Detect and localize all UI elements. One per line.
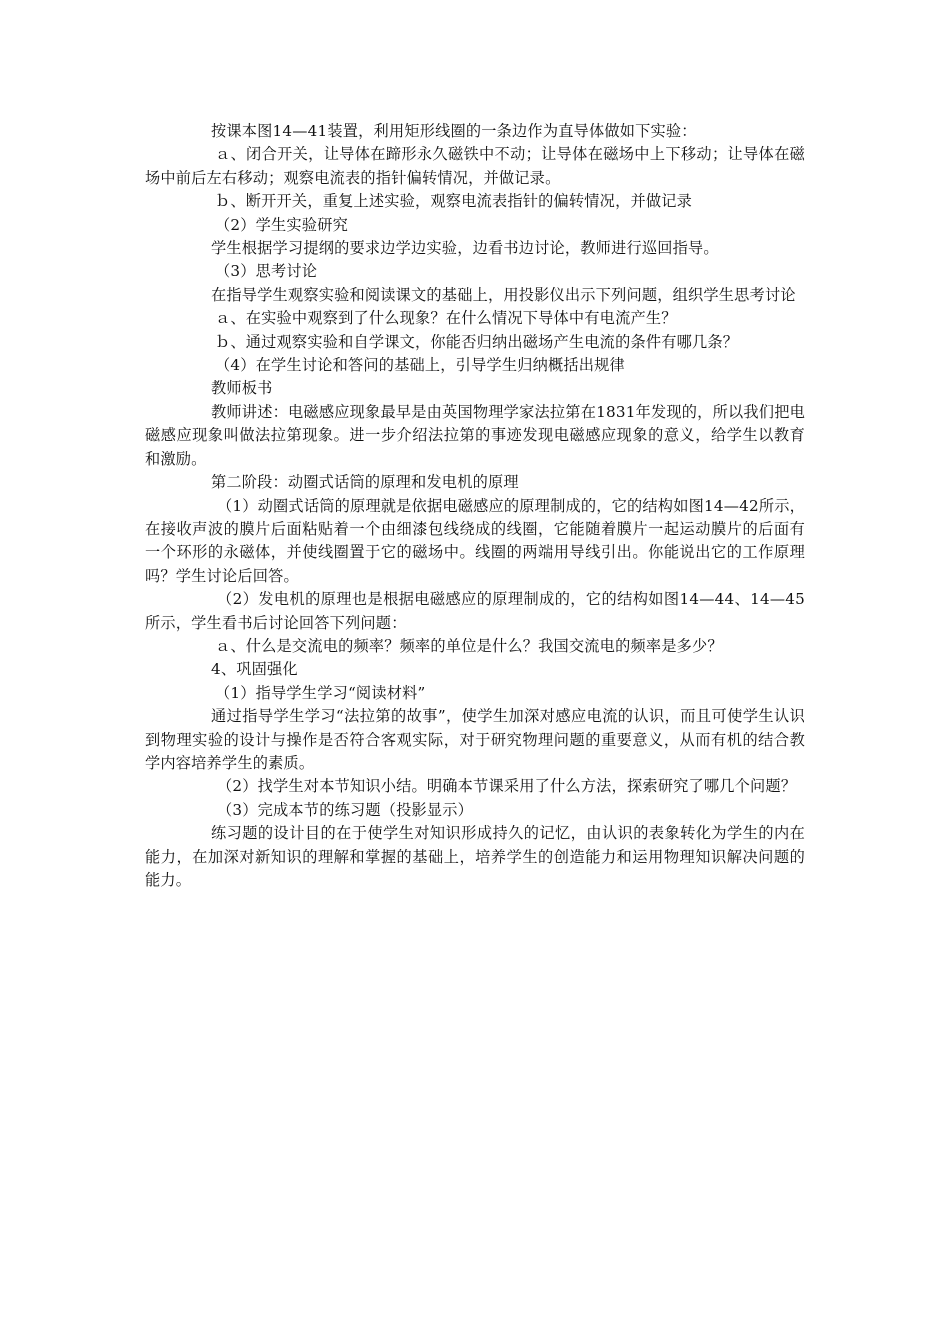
heading-thinking-discussion: （3）思考讨论 (215, 262, 318, 281)
document-body (145, 120, 805, 892)
heading-second-stage: 第二阶段：动圈式话筒的原理和发电机的原理 (211, 473, 519, 492)
question-ac-frequency: ａ、什么是交流电的频率？频率的单位是什么？我国交流电的频率是多少？ (215, 636, 723, 655)
paragraph-thinking-discussion: 在指导学生观察实验和阅读课文的基础上，用投影仪出示下列问题，组织学生思考讨论 (211, 285, 796, 304)
heading-reading-material: （1）指导学生学习“阅读材料” (215, 683, 426, 702)
paragraph-step-b: ｂ、断开开关，重复上述实验，观察电流表指针的偏转情况，并做记录 (215, 192, 693, 211)
paragraph-exercise-purpose: 练习题的设计目的在于使学生对知识形成持久的记忆，由认识的表象转化为学生的内在能力，在加深对新知识的理解和掌握的基础上，培养学生的创造能力和运用物理知识解决问题的能力。 (145, 824, 805, 889)
paragraph-experiment-setup: 按课本图14—41装置，利用矩形线圈的一条边作为直导体做如下实验： (211, 122, 697, 140)
paragraph-student-experiment: 学生根据学习提纲的要求边学边实验，边看书边讨论，教师进行巡回指导。 (211, 239, 719, 258)
paragraph-teacher-narration: 教师讲述：电磁感应现象最早是由英国物理学家法拉第在1831年发现的，所以我们把电磁感应现象叫做法拉第现象。进一步介绍法拉第的事迹发现电磁感应现象的意义，给学生以教育和激励。 (145, 402, 805, 468)
paragraph-generator-principle: （2）发电机的原理也是根据电磁感应的原理制成的，它的结构如图14—44、14—45所示，学生看书后讨论回答下列问题： (145, 590, 805, 632)
paragraph-section-summary: （2）找学生对本节知识小结。明确本节课采用了什么方法，探索研究了哪几个问题？ (217, 777, 797, 796)
heading-exercises: （3）完成本节的练习题（投影显示） (217, 800, 474, 819)
heading-student-experiment: （2）学生实验研究 (215, 215, 348, 234)
paragraph-microphone-principle: （1）动圈式话筒的原理就是依据电磁感应的原理制成的，它的结构如图14—42所示，在接收声波的膜片后面粘贴着一个由细漆包线绕成的线圈，它能随着膜片一起运动膜片的后面有一个环形的永磁体，并使线圈置于它的磁场中。线圈的两端用导线引出。你能说出它的工作原理吗？学生讨论后回答。 (145, 496, 805, 585)
heading-summarize-rule: （4）在学生讨论和答问的基础上，引导学生归纳概括出规律 (215, 356, 625, 375)
paragraph-step-a: ａ、闭合开关，让导体在蹄形永久磁铁中不动；让导体在磁场中上下移动；让导体在磁场中前后左右移动；观察电流表的指针偏转情况，并做记录。 (145, 145, 805, 187)
question-b: ｂ、通过观察实验和自学课文，你能否归纳出磁场产生电流的条件有哪几条？ (215, 332, 739, 351)
heading-consolidation: 4、巩固强化 (211, 660, 298, 679)
paragraph-faraday-story: 通过指导学生学习“法拉第的故事”，使学生加深对感应电流的认识，而且可使学生认识到物理实验的设计与操作是否符合客观实际，对于研究物理问题的重要意义，从而有机的结合教学内容培养学生的素质。 (145, 707, 805, 772)
paragraph-teacher-board: 教师板书 (211, 379, 273, 398)
question-a: ａ、在实验中观察到了什么现象？在什么情况下导体中有电流产生？ (215, 309, 677, 328)
